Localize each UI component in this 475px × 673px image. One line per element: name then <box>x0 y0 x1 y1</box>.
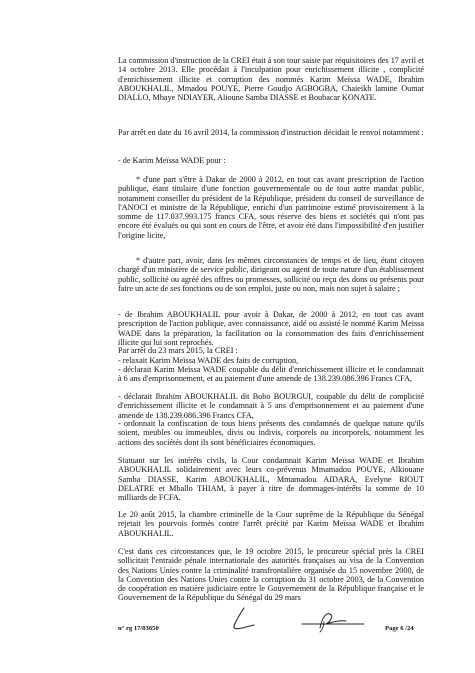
paragraph-entraide: C'est dans ces circonstances que, le 19 octobre 2015, le procureur spécial près la CREI sollicitait l'entraide pénale internationale des autorités françaises au visa de la Convention des Nations Unies contre la criminalité transfrontalière organisée du 15 novembre 2000, de la Convention des Nations Unies contre la corruption du 31 octobre 2003, de la Convention de coopération en matière judiciaire entre le Gouvernement de la République française et le Gouvernement de la République du Sénégal du 29 mars <box>118 547 424 603</box>
signature-mark <box>300 608 380 634</box>
paragraph-karim-charge-1: * d'une part s'être à Dakar de 2000 à 2012, en tout cas avant prescription de l'action publique, étant titulaire d'une fonction gouvernementale ou de tout autre mandat public, notamment conseiller du président de la République, président du conseil de surveillance de l'ANOCI et ministre de la République, enrichi d'un patrimoine estimé provisoirement à la somme de 117.037.993.175 francs CFA, sous réserve des biens et sociétés qui n'ont pas encore été évalués ou qui sont en cours de l'être, et avoir été dans l'impossibilité d'en justifier l'origine licite, <box>118 175 424 240</box>
paragraph-cour-supreme: Le 20 août 2015, la chambre criminelle de la Cour suprême de la République du Sénégal rejetait les pourvois formés contre l'arrêt précité par Karim Meïssa WADE et Ibrahim ABOUKHALIL. <box>118 510 424 538</box>
signature-initial-mark <box>228 606 258 632</box>
paragraph-confiscation: - ordonnait la confiscation de tous biens présents des condamnés de quelque nature qu'ils soient, meubles ou immeubles, divis ou indivis, corporels ou incorporels, notamment les actions des sociétés dont ils sont bénéficiaires économiques. <box>118 419 424 447</box>
paragraph-commission-saisie: La commission d'instruction de la CREI était à son tour saisie par réquisitoires des 17 avril et 14 octobre 2013. Elle procédait à l'inculpation pour enrichissement illicite , complicité d'enrichissement illicite et corruption des nommés Karim Meïssa WADE, Ibrahim ABOUKHALIL, Mmadou POUYE, Pierre Goudjo AGBOGBA, Chaieikh lamine Oumar DIALLO, Mbaye NDIAYER, Alioune Samba DIASSE et Boubacar KONATE. <box>118 56 424 103</box>
footer-page-number: Page 6 /24 <box>385 625 414 632</box>
paragraph-aboukhalil-charge: - de Ibrahim ABOUKHALIL pour avoir à Dakar, de 2000 à 2012, en tout cas avant prescription de l'action publique, avec connaissance, aidé ou assisté le nommé Karim Meissa WADE dans la préparation, la facilitation ou la consommation des faits d'enrichissement illicite qui lui sont reprochés. <box>118 310 424 347</box>
paragraph-karim-condamnation: - déclarait Karim Meïssa WADE coupable du délit d'enrichissement illicite et le condamnait à 6 ans d'emprisonnement, et au paiement d'une amende de 138.239.086.396 Francs CFA, <box>118 365 424 384</box>
paragraph-karim-heading: - de Karim Meïssa WADE pour : <box>118 156 226 165</box>
paragraph-arret-crei: Par arrêt du 23 mars 2015, la CREI : <box>118 346 238 355</box>
paragraph-relaxe: - relaxait Karim Meïssa WADE des faits de corruption, <box>118 356 299 365</box>
paragraph-interets-civils: Statuant sur les intérêts civils, la Cour condamnait Karim Meïssa WADE et Ibrahim ABOUKHALIL solidairement avec leurs co-prévenus Mmamadou POUYE, Alkiouane Samba DIASSE, Karim ABOUKHALIL, Mmamadou AIDARA, Evelyne RIOUT DELATRE et Mballo THIAM, à payer à titre de dommages-intérêts la somme de 10 milliards de FCFA. <box>118 456 424 503</box>
paragraph-karim-charge-2: * d'autre part, avoir, dans les mêmes circonstances de temps et de lieu, étant citoyen chargé d'un ministère de service public, dirigeant ou agent de toute nature d'un établissement public, sollicité ou agréé des offres ou promesses, sollicité ou reçu des dons ou présents pour faire un acte de ses fonctions ou de son emploi, juste ou non, mais non sujet à salaire ; <box>118 256 424 293</box>
footer-reference: n° rg 17/03650 <box>118 625 159 632</box>
paragraph-aboukhalil-condamnation: - déclarait Ibrahim ABOUKHALIL dit Bobo BOURGUI, coupable du délit de complicité d'enrichissement illicite et le condamnait à 5 ans d'emprisonnement et au paiement d'une amende de 138.239.086.396 Francs CFA, <box>118 392 424 420</box>
paragraph-arret-renvoi: Par arrêt en date du 16 avril 2014, la commission d'instruction décidait le renvoi notamment : <box>118 128 424 137</box>
